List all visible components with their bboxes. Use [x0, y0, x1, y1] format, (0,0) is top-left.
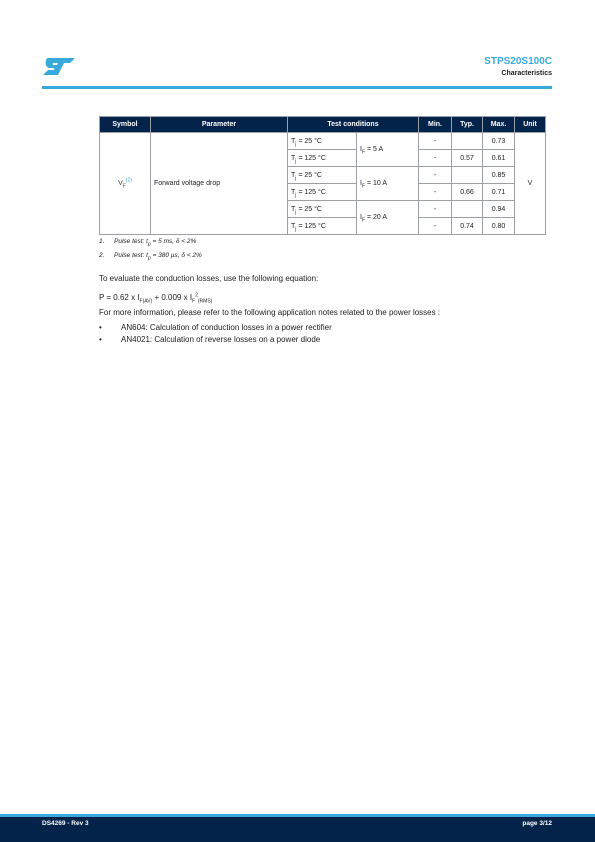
unit-cell: V: [515, 133, 546, 235]
tj-cell: $T_j = 25$ °C: [288, 201, 357, 218]
bullet-icon: •: [99, 335, 102, 344]
document-revision: DS4269 - Rev 3: [42, 820, 89, 827]
col-test-conditions: Test conditions: [288, 117, 419, 133]
forward-voltage-table: [99, 116, 546, 235]
st-logo: [42, 56, 76, 76]
max-cell: 0.80: [483, 218, 515, 235]
parameter-cell: Forward voltage drop: [151, 133, 288, 235]
list-item: [99, 323, 539, 335]
if-cell: $I_F = 20$ A: [357, 201, 419, 235]
col-max: Max.: [483, 117, 515, 133]
header-divider: [42, 86, 552, 89]
tj-cell: $T_j = 125$ °C: [288, 184, 357, 201]
max-cell: 0.94: [483, 201, 515, 218]
typ-cell: [452, 167, 483, 184]
if-cell: $I_F = 5$ A: [357, 133, 419, 167]
app-note-an4021[interactable]: AN4021: Calculation of reverse losses on a power diode: [121, 335, 321, 344]
max-cell: 0.71: [483, 184, 515, 201]
if-cell: $I_F = 10$ A: [357, 167, 419, 201]
min-cell: -: [419, 201, 452, 218]
loss-equation: P = 0.62 x $I_{F(AV)} + 0.009$ x $I_F^2_{(RMS)}$: [99, 292, 213, 305]
typ-cell: 0.66: [452, 184, 483, 201]
tj-cell: $T_j = 125$ °C: [288, 218, 357, 235]
symbol-cell: $V_F^{(2)}$: [100, 133, 151, 235]
bullet-icon: •: [99, 323, 102, 332]
typ-cell: [452, 201, 483, 218]
section-title: Characteristics: [501, 70, 552, 77]
tj-cell: $T_j = 125$ °C: [288, 150, 357, 167]
col-min: Min.: [419, 117, 452, 133]
min-cell: -: [419, 133, 452, 150]
typ-cell: [452, 133, 483, 150]
app-note-an604[interactable]: AN604: Calculation of conduction losses in a power rectifier: [121, 323, 332, 332]
max-cell: 0.73: [483, 133, 515, 150]
note-2: 2. Pulse test: $t_p = 380$ µs, δ < 2%: [99, 252, 202, 262]
list-item: [99, 335, 539, 347]
table-header-row: [100, 117, 546, 133]
table-notes: [99, 238, 202, 266]
max-cell: 0.85: [483, 167, 515, 184]
col-typ: Typ.: [452, 117, 483, 133]
tj-cell: $T_j = 25$ °C: [288, 133, 357, 150]
max-cell: 0.61: [483, 150, 515, 167]
col-parameter: Parameter: [151, 117, 288, 133]
note-1: 1. Pulse test: $t_p = 5$ ms, δ < 2%: [99, 238, 197, 248]
col-symbol: Symbol: [100, 117, 151, 133]
typ-cell: 0.74: [452, 218, 483, 235]
app-notes-list: [99, 323, 539, 347]
tj-cell: $T_j = 25$ °C: [288, 167, 357, 184]
typ-cell: 0.57: [452, 150, 483, 167]
table-row: [100, 133, 546, 150]
min-cell: -: [419, 167, 452, 184]
intro-paragraph: To evaluate the conduction losses, use the following equation:: [99, 274, 319, 283]
footer-bar: [0, 814, 595, 842]
body-text: [99, 274, 539, 347]
min-cell: -: [419, 150, 452, 167]
document-title: STPS20S100C: [484, 56, 552, 67]
footer-accent-line: [0, 814, 595, 817]
col-unit: Unit: [515, 117, 546, 133]
min-cell: -: [419, 218, 452, 235]
min-cell: -: [419, 184, 452, 201]
page-number: page 3/12: [522, 820, 552, 827]
more-info-paragraph: For more information, please refer to the following application notes related to the power losses :: [99, 308, 441, 317]
